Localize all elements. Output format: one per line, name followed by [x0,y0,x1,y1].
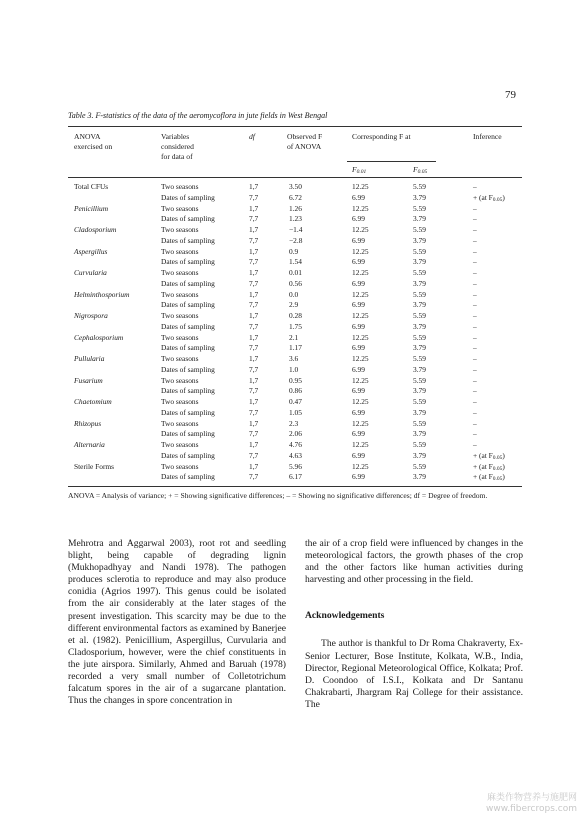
corresponding-f-subrule [347,161,436,162]
table-row [68,182,528,193]
f005-cell: 3.79 [413,321,426,331]
f001-cell: 12.25 [352,203,369,213]
variable-cell: Two seasons [161,418,199,428]
f005-cell: 5.59 [413,246,426,256]
f001-cell: 12.25 [352,332,369,342]
observed-f-cell: 3.50 [289,182,302,191]
variable-cell: Dates of sampling [161,450,215,460]
organism-cell: Sterile Forms [74,461,115,471]
observed-f-cell: 2.3 [289,418,299,428]
f005-cell: 3.79 [413,407,426,417]
f001-cell: 12.25 [352,440,369,449]
df-cell: 1,7 [249,289,259,299]
header-variables-line2: considered [161,142,194,151]
inference-cell: – [473,364,477,374]
f005-cell: 5.59 [413,268,426,277]
header-variables-line3: for data of [161,152,193,161]
organism-cell: Total CFUs [74,182,109,191]
variable-cell: Two seasons [161,225,199,234]
watermark [452,793,577,815]
f001-cell: 6.99 [352,278,365,288]
organism-cell: Curvularia [74,268,107,277]
df-cell: 7,7 [249,257,259,267]
inference-cell: – [473,268,477,277]
table-caption: Table 3. F-statistics of the data of the aeromycoflora in jute fields in West Bengal [68,111,328,120]
variable-cell: Dates of sampling [161,472,215,482]
variable-cell: Dates of sampling [161,364,215,374]
table-row [68,322,528,333]
table-row [68,429,528,440]
table-row [68,343,528,354]
inference-cell: – [473,321,477,331]
inference-cell: – [473,386,477,396]
f001-cell: 6.99 [352,364,365,374]
f005-cell: 5.59 [413,375,426,385]
observed-f-cell: 4.76 [289,440,302,449]
df-cell: 1,7 [249,440,259,449]
table-row [68,365,528,376]
observed-f-cell: 6.72 [289,192,302,202]
header-f001: F0.01 [352,165,367,175]
watermark-line2: www.fibercrops.com [486,804,577,814]
inference-close: ) [502,461,505,471]
df-cell: 1,7 [249,418,259,428]
f001-cell: 12.25 [352,246,369,256]
inference-cell: + (at F0.05) [473,192,505,203]
df-cell: 1,7 [249,311,259,320]
organism-cell: Chaetomium [74,397,112,406]
acknowledgements-text: The author is thankful to Dr Roma Chakraverty, Ex- Senior Lecturer, Bose Institute, Kolkata, W.B., India, Director, Regional Meteorological Office, Kolkata; Prof. D. Coondoo of I.S.I., Kolkata and Dr Santanu Chakrabarti, Jhargram Raj College for their assistance. The [305,638,523,710]
organism-cell: Cladosporium [74,225,117,234]
organism-cell: Cephalosporium [74,332,124,342]
table-top-rule [68,126,522,127]
df-cell: 1,7 [249,461,259,471]
f001-cell: 12.25 [352,461,369,471]
observed-f-cell: 4.63 [289,450,302,460]
f005-cell: 5.59 [413,289,426,299]
df-cell: 7,7 [249,386,259,396]
header-corresponding: Corresponding F at [352,132,411,141]
inference-sub: 0.05 [492,196,503,203]
f001-cell: 6.99 [352,386,365,396]
variable-cell: Dates of sampling [161,429,215,439]
df-cell: 1,7 [249,268,259,277]
table-row [68,300,528,311]
observed-f-cell: 1.75 [289,321,302,331]
header-anova-line1: ANOVA [74,132,101,141]
inference-cell: + (at F0.05) [473,450,505,461]
f005-cell: 3.79 [413,192,426,202]
observed-f-cell: 2.06 [289,429,302,439]
df-cell: 1,7 [249,225,259,234]
f001-cell: 6.99 [352,214,365,224]
f001-cell: 6.99 [352,321,365,331]
observed-f-cell: 0.95 [289,375,302,385]
f005-cell: 3.79 [413,257,426,267]
table-row [68,451,528,462]
variable-cell: Two seasons [161,289,199,299]
table-row [68,440,528,451]
observed-f-cell: 0.9 [289,246,299,256]
inference-cell: – [473,354,477,363]
df-cell: 1,7 [249,332,259,342]
body-right-column [305,538,523,711]
observed-f-cell: 2.1 [289,332,299,342]
variable-cell: Two seasons [161,268,199,277]
inference-cell: – [473,397,477,406]
inference-sub: 0.05 [492,476,503,483]
table-row [68,257,528,268]
table-row [68,236,528,247]
table-row [68,279,528,290]
organism-cell: Fusarium [74,375,103,385]
table-footnote: ANOVA = Analysis of variance; + = Showing significative differences; – = Showing no significative differences; df = Degree of freedom. [68,491,488,500]
inference-cell: – [473,343,477,353]
observed-f-cell: 6.17 [289,472,302,482]
observed-f-cell: 1.05 [289,407,302,417]
observed-f-cell: 0.56 [289,278,302,288]
variable-cell: Two seasons [161,375,199,385]
f005-cell: 5.59 [413,203,426,213]
inference-close: ) [502,192,505,202]
df-cell: 7,7 [249,235,259,245]
inference-cell: – [473,300,477,310]
f001-cell: 6.99 [352,472,365,482]
inference-sub: 0.05 [492,465,503,472]
variable-cell: Dates of sampling [161,235,215,245]
table-row [68,247,528,258]
observed-f-cell: 0.86 [289,386,302,396]
header-f005: F0.05 [413,165,428,175]
f005-cell: 3.79 [413,450,426,460]
organism-cell: Pullularia [74,354,105,363]
inference-cell: – [473,418,477,428]
observed-f-cell: 3.6 [289,354,299,363]
f001-cell: 12.25 [352,225,369,234]
df-cell: 7,7 [249,450,259,460]
table-row [68,354,528,365]
variable-cell: Two seasons [161,203,199,213]
observed-f-cell: 1.23 [289,214,302,224]
f005-cell: 5.59 [413,354,426,363]
observed-f-cell: 1.26 [289,203,302,213]
variable-cell: Dates of sampling [161,257,215,267]
f001-cell: 12.25 [352,289,369,299]
f005-cell: 5.59 [413,397,426,406]
table-row [68,225,528,236]
f005-cell: 3.79 [413,364,426,374]
inference-cell: – [473,214,477,224]
f005-cell: 3.79 [413,472,426,482]
f001-cell: 12.25 [352,268,369,277]
variable-cell: Dates of sampling [161,278,215,288]
inference-cell: – [473,278,477,288]
inference-cell: – [473,203,477,213]
df-cell: 1,7 [249,246,259,256]
observed-f-cell: 2.9 [289,300,299,310]
inference-sub: 0.05 [492,454,503,461]
acknowledgements-heading: Acknowledgements [305,610,385,622]
variable-cell: Two seasons [161,397,199,406]
inference-cell: – [473,289,477,299]
organism-cell: Aspergillus [74,246,108,256]
inference-close: ) [502,472,505,482]
inference-cell: – [473,429,477,439]
table-row [68,408,528,419]
table-row [68,419,528,430]
df-cell: 1,7 [249,354,259,363]
f005-cell: 3.79 [413,343,426,353]
f001-cell: 6.99 [352,343,365,353]
f005-cell: 5.59 [413,311,426,320]
variable-cell: Dates of sampling [161,300,215,310]
organism-cell: Nigrospora [74,311,108,320]
f001-cell: 6.99 [352,257,365,267]
right-column-paragraph: the air of a crop field were influenced by changes in the meteorological factors, the growth phases of the crop and the other factors like human activities during harvesting and other processing in the field. [305,538,523,586]
f001-cell: 12.25 [352,397,369,406]
table-bottom-rule [68,486,522,487]
df-cell: 7,7 [249,407,259,417]
f001-cell: 12.25 [352,182,369,191]
inference-close: ) [502,450,505,460]
df-cell: 7,7 [249,429,259,439]
header-observed [287,132,322,152]
inference-cell: – [473,246,477,256]
observed-f-cell: 1.0 [289,364,299,374]
table-header-rule [68,177,522,178]
f001-cell: 6.99 [352,407,365,417]
f001-cell: 6.99 [352,235,365,245]
df-cell: 1,7 [249,397,259,406]
observed-f-cell: −1.4 [289,225,303,234]
organism-cell: Helminthosporium [74,289,130,299]
inference-cell: + (at F0.05) [473,472,505,483]
f005-cell: 3.79 [413,278,426,288]
f001-cell: 6.99 [352,450,365,460]
header-inference: Inference [473,132,502,141]
organism-cell: Rhizopus [74,418,102,428]
table-row [68,311,528,322]
df-cell: 7,7 [249,472,259,482]
f001-cell: 12.25 [352,311,369,320]
table-row [68,397,528,408]
f001-cell: 6.99 [352,429,365,439]
f005-cell: 3.79 [413,429,426,439]
f005-cell: 3.79 [413,386,426,396]
organism-cell: Alternaria [74,440,105,449]
table-row [68,472,528,483]
body-left-column [68,538,286,707]
table-body [68,182,528,483]
header-observed-line2: of ANOVA [287,142,322,151]
f001-cell: 12.25 [352,354,369,363]
inference-cell: – [473,235,477,245]
variable-cell: Two seasons [161,332,199,342]
table-row [68,376,528,387]
table-row [68,462,528,473]
f001-cell: 12.25 [352,375,369,385]
variable-cell: Dates of sampling [161,386,215,396]
f001-cell: 6.99 [352,192,365,202]
table-row [68,268,528,279]
f005-cell: 5.59 [413,418,426,428]
df-cell: 7,7 [249,343,259,353]
f005-cell: 3.79 [413,214,426,224]
table-row [68,204,528,215]
inference-cell: – [473,440,477,449]
f005-cell: 5.59 [413,182,426,191]
left-column-paragraph: Mehrotra and Aggarwal 2003), root rot and seedling blight, being capable of degrading lignin (Mukhopadhyay and Nandi 1978). The pathogen produces sclerotia to reproduce and may also produce conidia (Agrios 1997). This genus could be isolated from the air considerably at the later stages of the present investigation. This scarcity may be due to the different environmental factors as examined by Banerjee et al. (1982). Penicillium, Aspergillus, Curvularia and Cladosporium, however, were the chief constituents in the jute airspora. Similarly, Ahmed and Baruah (1978) recorded a very small number of Colletotrichum falcatum spores in the air of a sugarcane plantation. Thus the changes in spore concentration in [68,538,286,707]
variable-cell: Dates of sampling [161,407,215,417]
watermark-line1: 麻类作物营养与施肥网 [486,793,577,803]
variable-cell: Dates of sampling [161,343,215,353]
variable-cell: Dates of sampling [161,192,215,202]
header-variables-line1: Variables [161,132,190,141]
observed-f-cell: 0.01 [289,268,302,277]
inference-cell: – [473,182,477,191]
table-row [68,193,528,204]
inference-cell: – [473,407,477,417]
page-number: 79 [505,89,516,101]
df-cell: 7,7 [249,300,259,310]
f005-cell: 5.59 [413,440,426,449]
inference-cell: + (at F0.05) [473,461,505,472]
observed-f-cell: 0.28 [289,311,302,320]
table-row [68,333,528,344]
f001-cell: 12.25 [352,418,369,428]
variable-cell: Two seasons [161,246,199,256]
variable-cell: Two seasons [161,354,199,363]
df-cell: 7,7 [249,214,259,224]
df-cell: 1,7 [249,375,259,385]
observed-f-cell: 5.96 [289,461,302,471]
variable-cell: Two seasons [161,461,199,471]
df-cell: 7,7 [249,278,259,288]
observed-f-cell: 0.0 [289,289,299,299]
inference-cell: – [473,332,477,342]
observed-f-cell: 1.17 [289,343,302,353]
f005-cell: 5.59 [413,461,426,471]
header-anova [74,132,112,152]
variable-cell: Two seasons [161,440,199,449]
inference-cell: – [473,311,477,320]
observed-f-cell: −2.8 [289,235,303,245]
inference-cell: – [473,225,477,234]
table-row [68,214,528,225]
inference-cell: – [473,375,477,385]
header-variables [161,132,194,162]
inference-cell: – [473,257,477,267]
variable-cell: Two seasons [161,311,199,320]
variable-cell: Dates of sampling [161,321,215,331]
header-anova-line2: exercised on [74,142,113,151]
f005-cell: 3.79 [413,300,426,310]
f001-cell: 6.99 [352,300,365,310]
table-row [68,290,528,301]
header-df: df [249,132,255,141]
observed-f-cell: 0.47 [289,397,302,406]
df-cell: 1,7 [249,182,259,191]
organism-cell: Penicillium [74,203,109,213]
f005-cell: 5.59 [413,225,426,234]
df-cell: 7,7 [249,321,259,331]
variable-cell: Dates of sampling [161,214,215,224]
f005-cell: 5.59 [413,332,426,342]
df-cell: 7,7 [249,192,259,202]
f005-cell: 3.79 [413,235,426,245]
df-cell: 1,7 [249,203,259,213]
df-cell: 7,7 [249,364,259,374]
table-row [68,386,528,397]
variable-cell: Two seasons [161,182,199,191]
observed-f-cell: 1.54 [289,257,302,267]
header-observed-line1: Observed F [287,132,323,141]
